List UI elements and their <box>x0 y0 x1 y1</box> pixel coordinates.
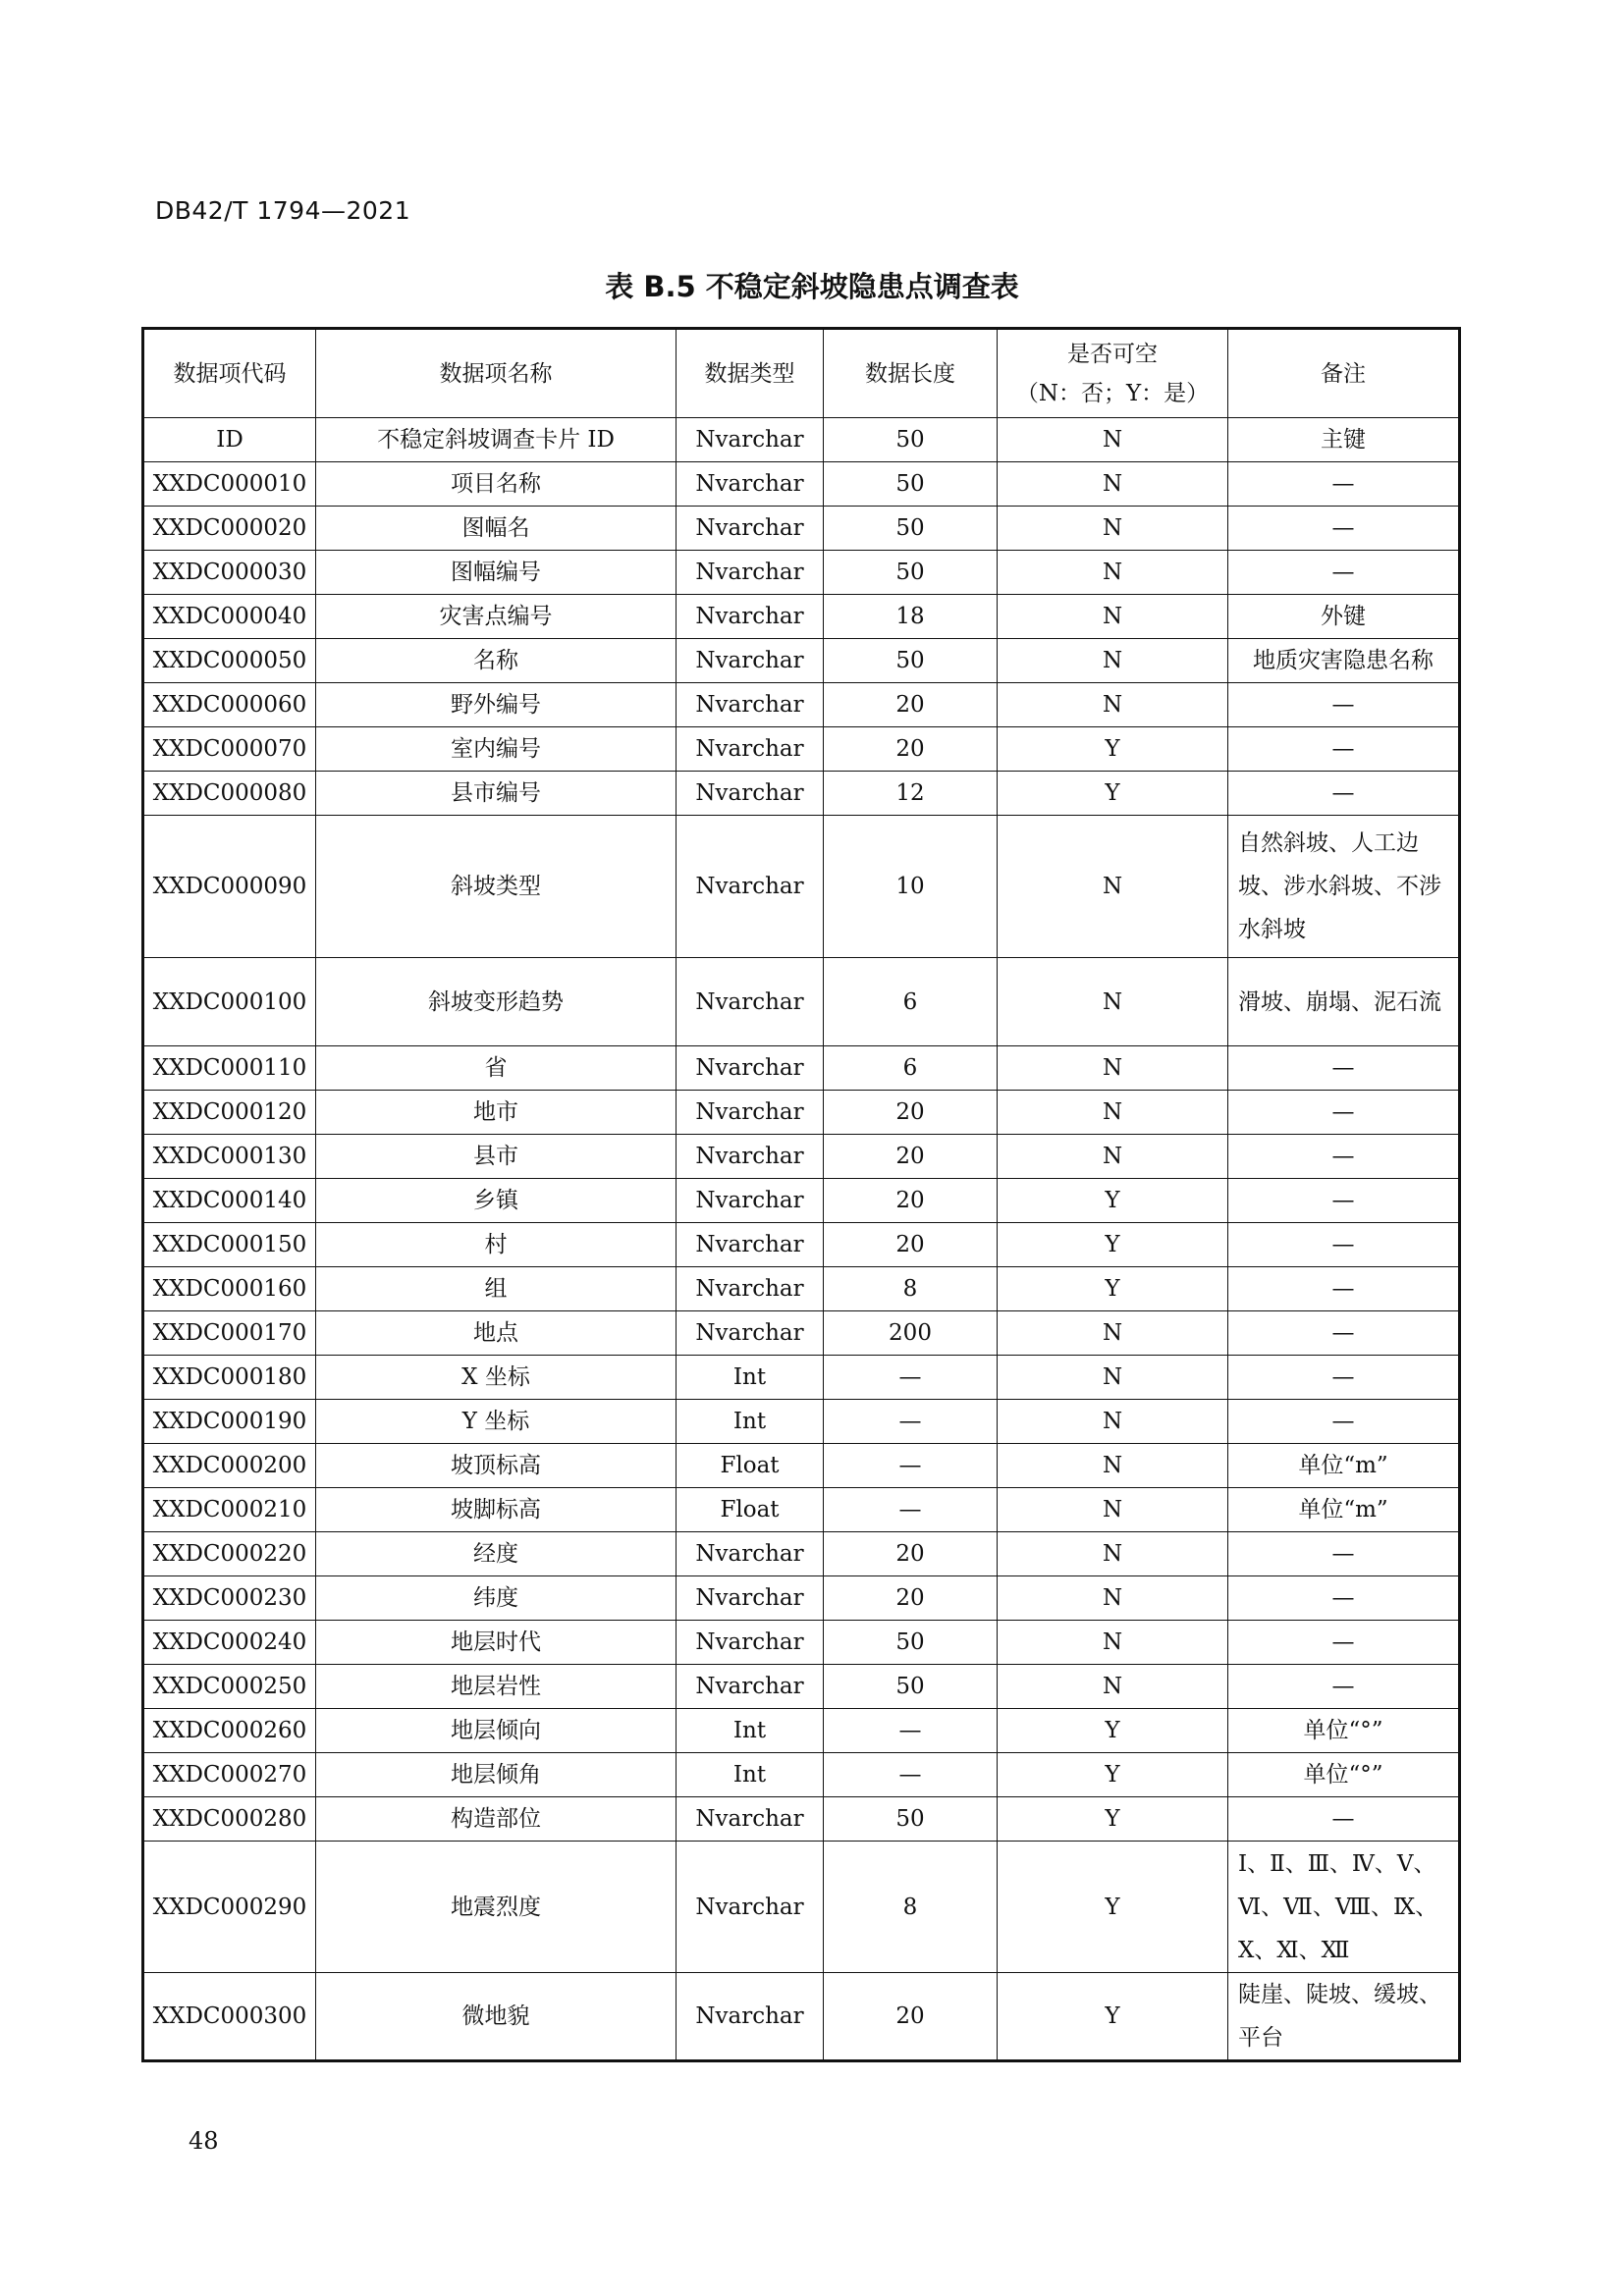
cell-remark: — <box>1228 1135 1460 1179</box>
cell-type: Float <box>677 1444 824 1488</box>
cell-remark: — <box>1228 1532 1460 1576</box>
cell-length: 12 <box>824 772 998 816</box>
cell-code: XXDC000250 <box>143 1665 316 1709</box>
cell-length: 20 <box>824 1973 998 2061</box>
cell-remark: — <box>1228 1665 1460 1709</box>
cell-nullable: Y <box>998 772 1228 816</box>
cell-nullable: N <box>998 1665 1228 1709</box>
table-row <box>143 507 1460 551</box>
cell-length: — <box>824 1444 998 1488</box>
cell-code: XXDC000020 <box>143 507 316 551</box>
cell-length: 20 <box>824 1091 998 1135</box>
cell-remark: 滑坡、崩塌、泥石流 <box>1228 958 1460 1046</box>
cell-length: 6 <box>824 1046 998 1091</box>
table-row <box>143 1400 1460 1444</box>
cell-length: — <box>824 1709 998 1753</box>
cell-type: Nvarchar <box>677 551 824 595</box>
cell-remark: 自然斜坡、人工边坡、涉水斜坡、不涉水斜坡 <box>1228 816 1460 958</box>
cell-code: XXDC000210 <box>143 1488 316 1532</box>
cell-remark: — <box>1228 1797 1460 1842</box>
cell-type: Nvarchar <box>677 595 824 639</box>
table-row <box>143 1356 1460 1400</box>
cell-code: XXDC000030 <box>143 551 316 595</box>
cell-type: Nvarchar <box>677 418 824 462</box>
table-row <box>143 727 1460 772</box>
cell-code: ID <box>143 418 316 462</box>
table-row <box>143 462 1460 507</box>
cell-remark: 陡崖、陡坡、缓坡、平台 <box>1228 1973 1460 2061</box>
table-row <box>143 1532 1460 1576</box>
cell-remark: — <box>1228 683 1460 727</box>
cell-remark: 单位“°” <box>1228 1753 1460 1797</box>
cell-nullable: N <box>998 507 1228 551</box>
cell-type: Nvarchar <box>677 958 824 1046</box>
table-header-row <box>143 329 1460 418</box>
cell-nullable: N <box>998 1532 1228 1576</box>
cell-type: Nvarchar <box>677 1973 824 2061</box>
cell-length: 20 <box>824 1135 998 1179</box>
cell-nullable: Y <box>998 1709 1228 1753</box>
cell-length: 20 <box>824 1532 998 1576</box>
column-header-nullable <box>998 329 1228 418</box>
table-row <box>143 1267 1460 1311</box>
cell-name: 县市 <box>316 1135 677 1179</box>
cell-name: Y 坐标 <box>316 1400 677 1444</box>
nullable-header-line1: 是否可空 <box>1067 341 1158 367</box>
cell-code: XXDC000190 <box>143 1400 316 1444</box>
cell-name: 地点 <box>316 1311 677 1356</box>
cell-code: XXDC000260 <box>143 1709 316 1753</box>
page-number: 48 <box>189 2127 219 2155</box>
cell-name: X 坐标 <box>316 1356 677 1400</box>
cell-type: Nvarchar <box>677 1091 824 1135</box>
cell-remark: — <box>1228 551 1460 595</box>
cell-name: 项目名称 <box>316 462 677 507</box>
cell-type: Nvarchar <box>677 1576 824 1621</box>
table-row <box>143 1621 1460 1665</box>
cell-type: Nvarchar <box>677 1179 824 1223</box>
cell-nullable: N <box>998 418 1228 462</box>
cell-remark: — <box>1228 1621 1460 1665</box>
cell-nullable: N <box>998 1311 1228 1356</box>
table-row <box>143 958 1460 1046</box>
cell-name: 不稳定斜坡调查卡片 ID <box>316 418 677 462</box>
cell-remark: — <box>1228 1311 1460 1356</box>
cell-type: Nvarchar <box>677 639 824 683</box>
table-row <box>143 1444 1460 1488</box>
cell-remark: — <box>1228 1576 1460 1621</box>
cell-nullable: N <box>998 958 1228 1046</box>
cell-code: XXDC000270 <box>143 1753 316 1797</box>
cell-name: 省 <box>316 1046 677 1091</box>
cell-code: XXDC000290 <box>143 1842 316 1973</box>
cell-length: 50 <box>824 418 998 462</box>
cell-length: 20 <box>824 1223 998 1267</box>
cell-nullable: N <box>998 1621 1228 1665</box>
cell-length: 50 <box>824 639 998 683</box>
column-header-length: 数据长度 <box>824 329 998 418</box>
cell-type: Nvarchar <box>677 507 824 551</box>
cell-nullable: N <box>998 1091 1228 1135</box>
cell-length: 50 <box>824 1665 998 1709</box>
cell-name: 地市 <box>316 1091 677 1135</box>
cell-name: 乡镇 <box>316 1179 677 1223</box>
cell-length: 200 <box>824 1311 998 1356</box>
cell-name: 经度 <box>316 1532 677 1576</box>
cell-code: XXDC000280 <box>143 1797 316 1842</box>
cell-remark: 单位“m” <box>1228 1488 1460 1532</box>
cell-type: Nvarchar <box>677 1532 824 1576</box>
cell-nullable: N <box>998 816 1228 958</box>
cell-code: XXDC000110 <box>143 1046 316 1091</box>
cell-remark: — <box>1228 1179 1460 1223</box>
table-row <box>143 595 1460 639</box>
cell-length: 18 <box>824 595 998 639</box>
cell-name: 构造部位 <box>316 1797 677 1842</box>
cell-name: 野外编号 <box>316 683 677 727</box>
cell-type: Nvarchar <box>677 1311 824 1356</box>
cell-length: 50 <box>824 462 998 507</box>
cell-code: XXDC000130 <box>143 1135 316 1179</box>
cell-length: 8 <box>824 1267 998 1311</box>
cell-remark: — <box>1228 1046 1460 1091</box>
cell-code: XXDC000100 <box>143 958 316 1046</box>
cell-length: 50 <box>824 1621 998 1665</box>
cell-nullable: N <box>998 1576 1228 1621</box>
table-row <box>143 772 1460 816</box>
cell-length: — <box>824 1488 998 1532</box>
cell-nullable: N <box>998 1400 1228 1444</box>
table-row <box>143 1311 1460 1356</box>
cell-length: 8 <box>824 1842 998 1973</box>
table-row <box>143 1179 1460 1223</box>
cell-nullable: N <box>998 1046 1228 1091</box>
cell-length: — <box>824 1400 998 1444</box>
cell-name: 地层时代 <box>316 1621 677 1665</box>
cell-name: 组 <box>316 1267 677 1311</box>
table-row <box>143 1223 1460 1267</box>
cell-nullable: Y <box>998 1753 1228 1797</box>
cell-name: 斜坡变形趋势 <box>316 958 677 1046</box>
cell-remark: — <box>1228 462 1460 507</box>
cell-code: XXDC000180 <box>143 1356 316 1400</box>
cell-type: Nvarchar <box>677 772 824 816</box>
cell-length: 6 <box>824 958 998 1046</box>
cell-remark: — <box>1228 1223 1460 1267</box>
cell-nullable: N <box>998 551 1228 595</box>
cell-code: XXDC000090 <box>143 816 316 958</box>
table-row <box>143 683 1460 727</box>
cell-nullable: Y <box>998 1797 1228 1842</box>
cell-type: Int <box>677 1709 824 1753</box>
cell-code: XXDC000070 <box>143 727 316 772</box>
table-row <box>143 1576 1460 1621</box>
cell-remark: — <box>1228 1356 1460 1400</box>
cell-type: Nvarchar <box>677 1046 824 1091</box>
cell-remark: 单位“m” <box>1228 1444 1460 1488</box>
cell-length: 20 <box>824 683 998 727</box>
table-body <box>143 418 1460 2061</box>
cell-nullable: N <box>998 462 1228 507</box>
cell-remark: 地质灾害隐患名称 <box>1228 639 1460 683</box>
table-row <box>143 1046 1460 1091</box>
cell-code: XXDC000160 <box>143 1267 316 1311</box>
cell-code: XXDC000080 <box>143 772 316 816</box>
cell-name: 村 <box>316 1223 677 1267</box>
cell-name: 坡脚标高 <box>316 1488 677 1532</box>
cell-code: XXDC000010 <box>143 462 316 507</box>
cell-remark: — <box>1228 727 1460 772</box>
table-title: 表 B.5 不稳定斜坡隐患点调查表 <box>605 270 1019 303</box>
table-row <box>143 1753 1460 1797</box>
nullable-header-line2: （N：否；Y：是） <box>1015 380 1210 406</box>
data-dictionary-table <box>141 327 1461 2062</box>
cell-name: 名称 <box>316 639 677 683</box>
cell-length: 50 <box>824 551 998 595</box>
table-row <box>143 1973 1460 2061</box>
table-row <box>143 1842 1460 1973</box>
cell-code: XXDC000230 <box>143 1576 316 1621</box>
cell-name: 室内编号 <box>316 727 677 772</box>
cell-type: Int <box>677 1753 824 1797</box>
cell-length: 50 <box>824 1797 998 1842</box>
cell-type: Nvarchar <box>677 1223 824 1267</box>
cell-type: Nvarchar <box>677 727 824 772</box>
table-row <box>143 418 1460 462</box>
cell-name: 地层倾向 <box>316 1709 677 1753</box>
cell-remark: — <box>1228 1267 1460 1311</box>
cell-nullable: Y <box>998 1973 1228 2061</box>
cell-nullable: Y <box>998 1842 1228 1973</box>
cell-code: XXDC000300 <box>143 1973 316 2061</box>
cell-type: Nvarchar <box>677 816 824 958</box>
cell-length: 50 <box>824 507 998 551</box>
cell-type: Nvarchar <box>677 1665 824 1709</box>
cell-code: XXDC000120 <box>143 1091 316 1135</box>
cell-code: XXDC000140 <box>143 1179 316 1223</box>
table-row <box>143 1797 1460 1842</box>
cell-remark: — <box>1228 507 1460 551</box>
cell-nullable: N <box>998 595 1228 639</box>
cell-remark: Ⅰ、Ⅱ、Ⅲ、Ⅳ、Ⅴ、Ⅵ、Ⅶ、Ⅷ、Ⅸ、Ⅹ、Ⅺ、Ⅻ <box>1228 1842 1460 1973</box>
cell-type: Int <box>677 1356 824 1400</box>
table-row <box>143 1665 1460 1709</box>
cell-name: 地层岩性 <box>316 1665 677 1709</box>
column-header-name: 数据项名称 <box>316 329 677 418</box>
cell-type: Nvarchar <box>677 1842 824 1973</box>
cell-name: 微地貌 <box>316 1973 677 2061</box>
cell-length: — <box>824 1356 998 1400</box>
cell-nullable: N <box>998 1135 1228 1179</box>
cell-remark: 外键 <box>1228 595 1460 639</box>
cell-nullable: Y <box>998 1223 1228 1267</box>
cell-name: 地层倾角 <box>316 1753 677 1797</box>
cell-length: 20 <box>824 1179 998 1223</box>
cell-type: Nvarchar <box>677 1797 824 1842</box>
cell-type: Nvarchar <box>677 1267 824 1311</box>
cell-name: 斜坡类型 <box>316 816 677 958</box>
cell-type: Int <box>677 1400 824 1444</box>
cell-code: XXDC000240 <box>143 1621 316 1665</box>
cell-nullable: N <box>998 1356 1228 1400</box>
table-row <box>143 1709 1460 1753</box>
cell-remark: 主键 <box>1228 418 1460 462</box>
cell-remark: — <box>1228 1091 1460 1135</box>
cell-code: XXDC000050 <box>143 639 316 683</box>
cell-name: 地震烈度 <box>316 1842 677 1973</box>
cell-code: XXDC000040 <box>143 595 316 639</box>
cell-length: — <box>824 1753 998 1797</box>
cell-length: 20 <box>824 727 998 772</box>
cell-code: XXDC000170 <box>143 1311 316 1356</box>
column-header-type: 数据类型 <box>677 329 824 418</box>
cell-type: Nvarchar <box>677 683 824 727</box>
cell-code: XXDC000200 <box>143 1444 316 1488</box>
cell-nullable: Y <box>998 1267 1228 1311</box>
cell-length: 20 <box>824 1576 998 1621</box>
cell-name: 纬度 <box>316 1576 677 1621</box>
cell-nullable: Y <box>998 727 1228 772</box>
cell-type: Nvarchar <box>677 1621 824 1665</box>
cell-nullable: N <box>998 1488 1228 1532</box>
cell-name: 坡顶标高 <box>316 1444 677 1488</box>
table-row <box>143 551 1460 595</box>
cell-code: XXDC000060 <box>143 683 316 727</box>
cell-length: 10 <box>824 816 998 958</box>
column-header-code: 数据项代码 <box>143 329 316 418</box>
cell-name: 图幅名 <box>316 507 677 551</box>
table-row <box>143 1091 1460 1135</box>
table-row <box>143 1488 1460 1532</box>
cell-remark: 单位“°” <box>1228 1709 1460 1753</box>
cell-nullable: N <box>998 683 1228 727</box>
cell-remark: — <box>1228 1400 1460 1444</box>
cell-nullable: Y <box>998 1179 1228 1223</box>
cell-code: XXDC000220 <box>143 1532 316 1576</box>
table-row <box>143 1135 1460 1179</box>
cell-name: 灾害点编号 <box>316 595 677 639</box>
column-header-remark: 备注 <box>1228 329 1460 418</box>
cell-remark: — <box>1228 772 1460 816</box>
cell-nullable: N <box>998 639 1228 683</box>
table-row <box>143 816 1460 958</box>
cell-type: Float <box>677 1488 824 1532</box>
table-row <box>143 639 1460 683</box>
cell-code: XXDC000150 <box>143 1223 316 1267</box>
cell-type: Nvarchar <box>677 462 824 507</box>
cell-nullable: N <box>998 1444 1228 1488</box>
cell-name: 图幅编号 <box>316 551 677 595</box>
cell-name: 县市编号 <box>316 772 677 816</box>
cell-type: Nvarchar <box>677 1135 824 1179</box>
standard-code: DB42/T 1794—2021 <box>155 196 411 225</box>
